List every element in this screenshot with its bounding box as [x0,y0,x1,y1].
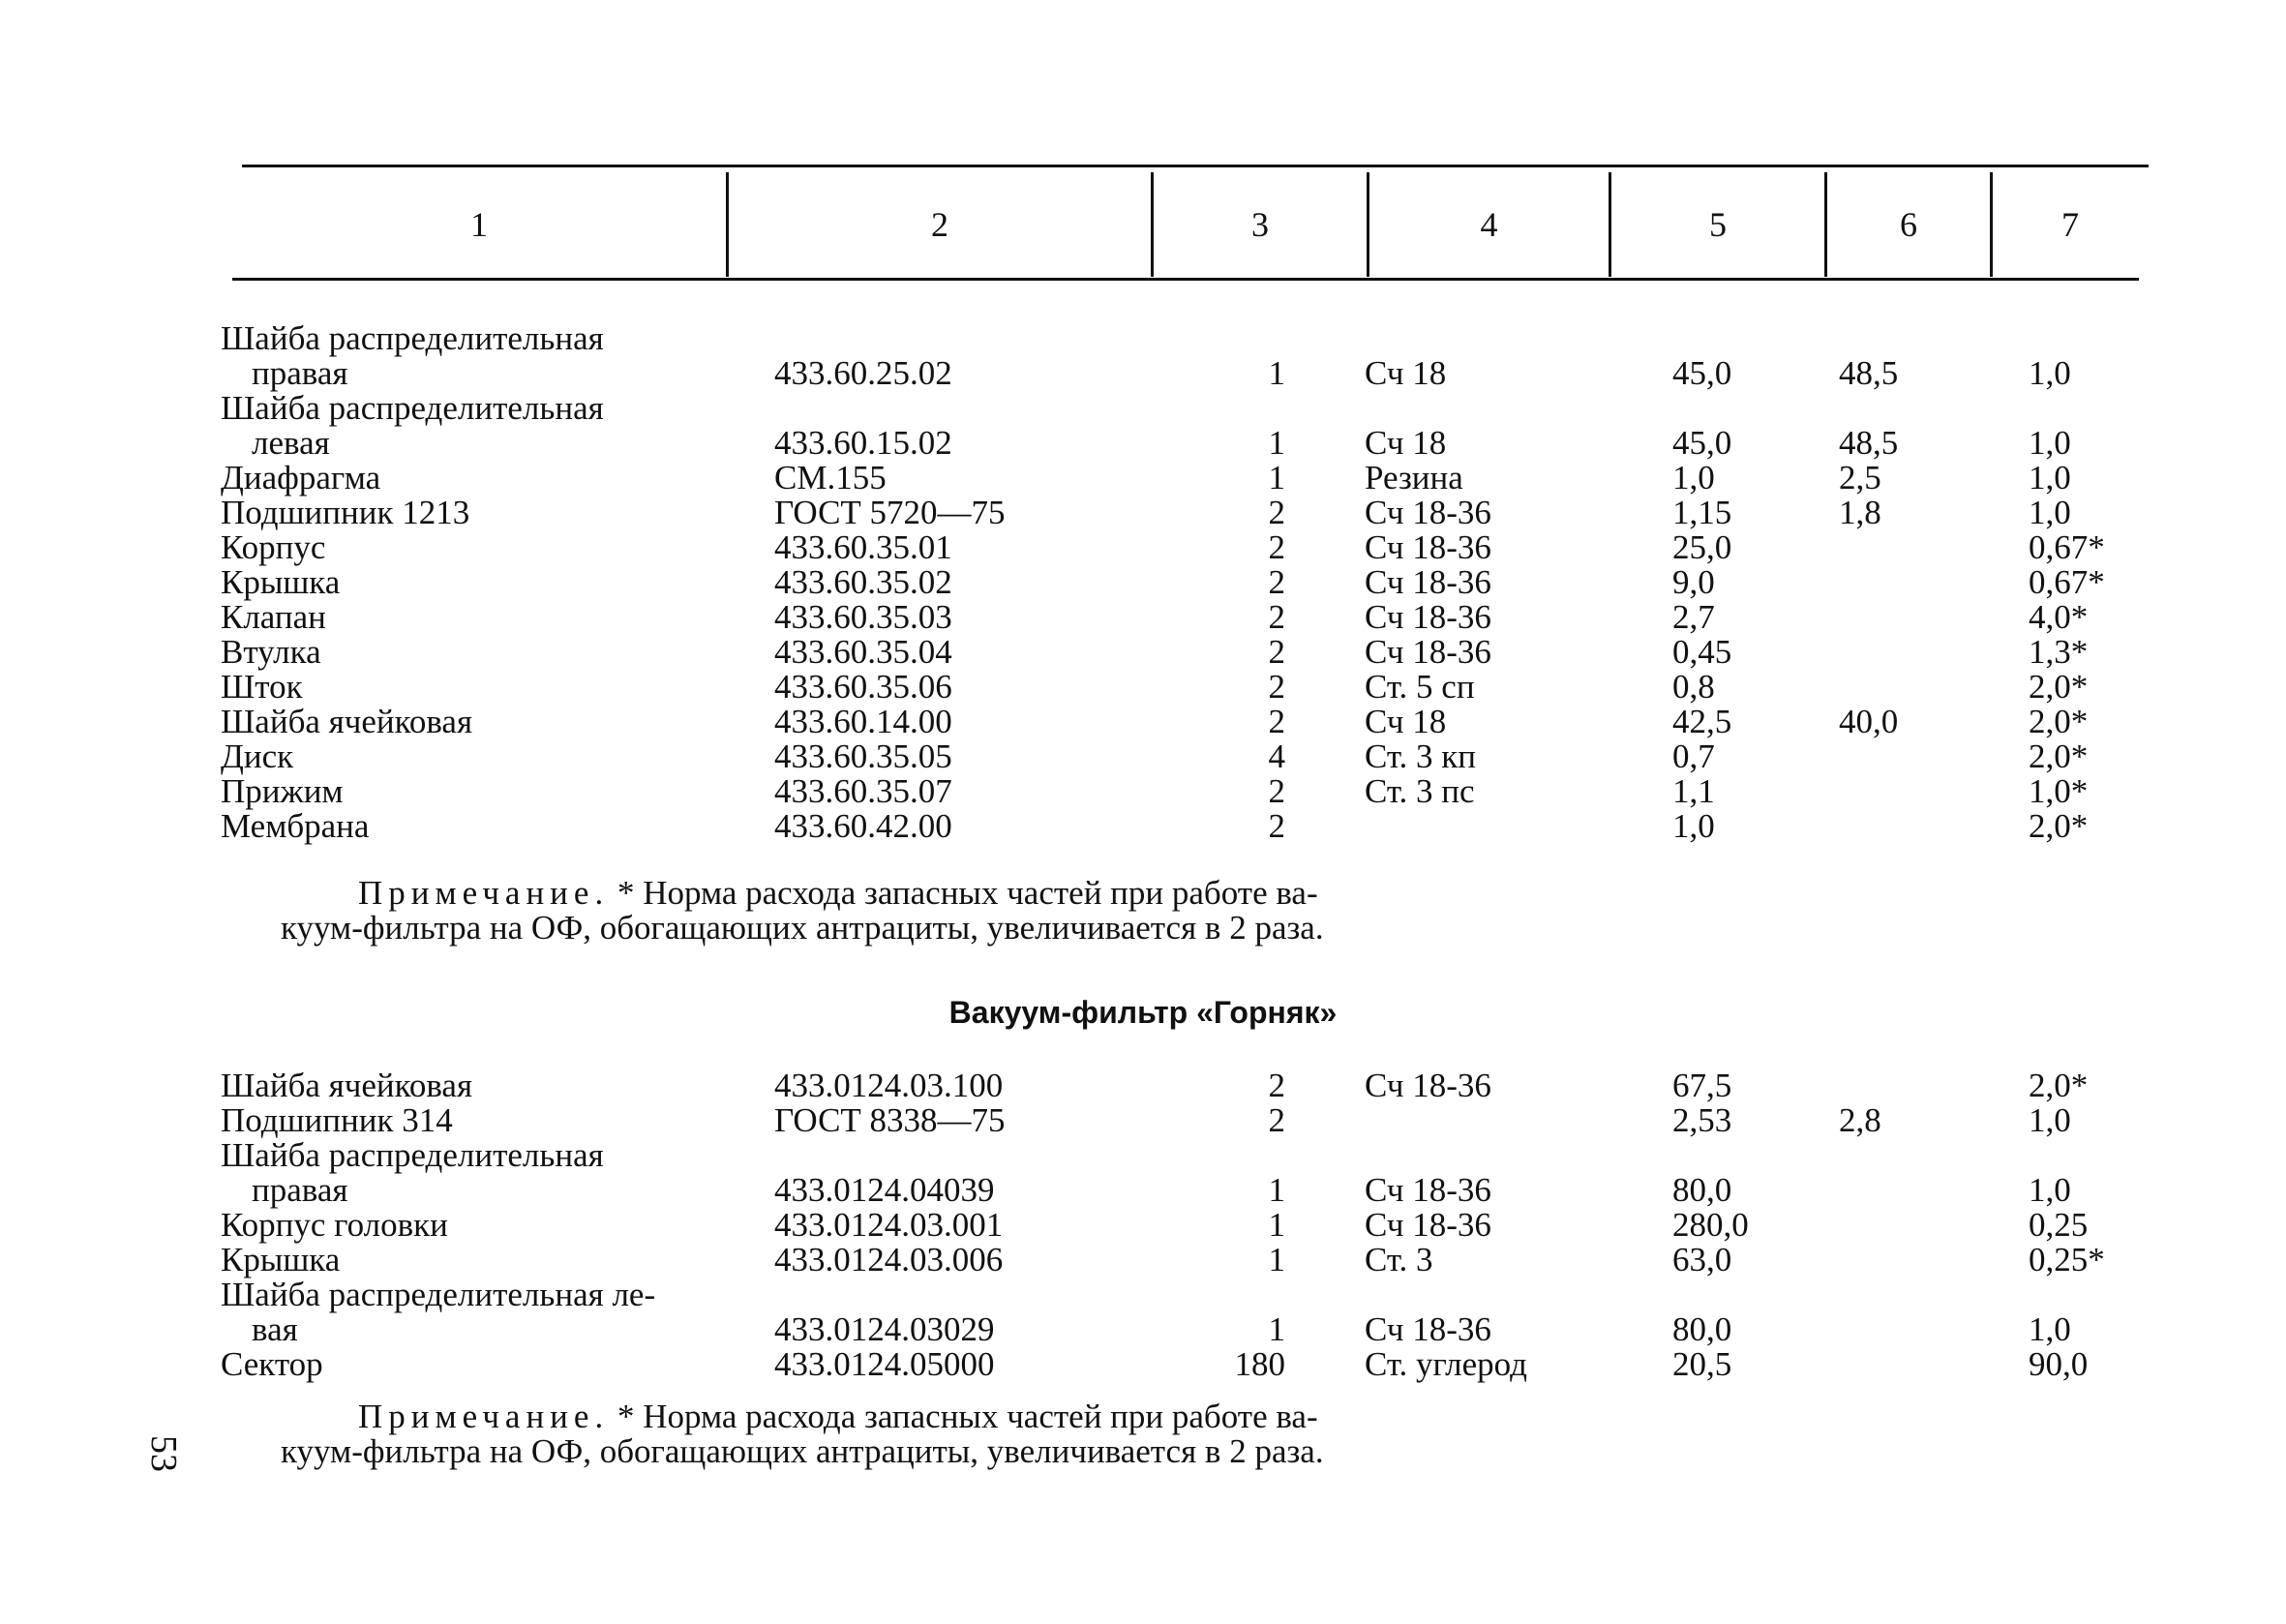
col7-value: 1,0 [2029,1101,2071,1139]
quantity: 2 [1268,1101,1285,1139]
material: Сч 18-36 [1365,1067,1491,1104]
table-row [0,1173,2286,1208]
note-line-2: куум-фильтра на ОФ, обогащающих антрациты, увеличивается в 2 раза. [281,1432,1324,1470]
designation: 433.60.14.00 [774,703,952,740]
part-name: Крышка [221,563,341,601]
note-text: * Норма расхода запасных частей при работе ва- [609,1398,1318,1435]
material: Сч 18-36 [1365,494,1491,531]
material: Сч 18-36 [1365,1171,1491,1209]
part-name: Подшипник 314 [221,1101,453,1139]
part-name: Шток [221,668,303,706]
table-row [0,426,2286,461]
part-name: Подшипник 1213 [221,494,470,531]
designation: 433.60.15.02 [774,424,952,462]
table-row-wrap [0,391,2286,426]
col7-value: 1,0 [2029,1310,2071,1348]
header-col-4: 4 [1480,205,1498,244]
part-name-cont: правая [252,354,348,392]
quantity: 2 [1268,807,1285,845]
table-row [0,530,2286,565]
col7-value: 2,0* [2029,668,2089,706]
col6-value: 48,5 [1839,424,1899,462]
col5-value: 9,0 [1672,563,1715,601]
note-lead: Примечание. [358,874,610,912]
designation: 433.60.25.02 [774,354,952,392]
quantity: 2 [1268,528,1285,566]
col5-value: 45,0 [1672,424,1732,462]
note-text: * Норма расхода запасных частей при работе ва- [609,874,1318,912]
col5-value: 1,15 [1672,494,1732,531]
material: Ст. углерод [1365,1345,1527,1383]
table-row [0,1243,2286,1278]
designation: 433.0124.03.001 [774,1206,1004,1244]
material: Сч 18-36 [1365,633,1491,671]
quantity: 2 [1268,598,1285,636]
part-name-cont: левая [252,424,330,462]
material: Ст. 5 сп [1365,668,1475,706]
part-name: Крышка [221,1241,341,1278]
col5-value: 67,5 [1672,1067,1732,1104]
col7-value: 0,25* [2029,1241,2105,1278]
table-row-wrap [0,1278,2286,1312]
note-line-2: куум-фильтра на ОФ, обогащающих антрациты, увеличивается в 2 раза. [281,909,1324,947]
col7-value: 4,0* [2029,598,2089,636]
col7-value: 2,0* [2029,1067,2089,1104]
part-name: Шайба распределительная [221,389,604,427]
header-col-2: 2 [931,205,948,244]
designation: ГОСТ 5720—75 [774,494,1006,531]
quantity: 2 [1268,772,1285,810]
note-line [358,876,1318,911]
part-name: Шайба ячейковая [221,1067,473,1104]
col7-value: 1,0 [2029,424,2071,462]
col7-value: 1,0 [2029,494,2071,531]
designation: 433.60.35.06 [774,668,952,706]
col5-value: 0,7 [1672,737,1715,775]
col7-value: 0,67* [2029,563,2105,601]
quantity: 2 [1268,633,1285,671]
header-col-3: 3 [1251,205,1269,244]
col7-value: 2,0* [2029,703,2089,740]
part-name-cont: вая [252,1310,298,1348]
part-name: Мембрана [221,807,370,845]
table-top-rule [242,165,2149,167]
designation: ГОСТ 8338—75 [774,1101,1006,1139]
header-col-5: 5 [1709,205,1727,244]
quantity: 180 [1234,1345,1285,1383]
quantity: 4 [1268,737,1285,775]
table-row [0,635,2286,670]
quantity: 1 [1268,354,1285,392]
col6-value: 2,8 [1839,1101,1881,1139]
part-name: Клапан [221,598,326,636]
material: Сч 18-36 [1365,1310,1491,1348]
col5-value: 20,5 [1672,1345,1732,1383]
part-name-cont: правая [252,1171,348,1209]
quantity: 1 [1268,459,1285,496]
material: Сч 18-36 [1365,598,1491,636]
designation: 433.0124.03029 [774,1310,995,1348]
col7-value: 2,0* [2029,807,2089,845]
col7-value: 1,0 [2029,354,2071,392]
table-row [0,565,2286,600]
part-name: Шайба ячейковая [221,703,473,740]
table-row [0,1103,2286,1138]
col7-value: 0,25 [2029,1206,2089,1244]
col7-value: 90,0 [2029,1345,2089,1383]
col5-value: 1,1 [1672,772,1715,810]
col5-value: 0,45 [1672,633,1732,671]
table-row [0,670,2286,705]
col6-value: 1,8 [1839,494,1881,531]
material: Сч 18 [1365,424,1447,462]
table-row [0,1312,2286,1347]
col5-value: 25,0 [1672,528,1732,566]
part-name: Диафрагма [221,459,381,496]
table-row-wrap [0,1138,2286,1173]
page-number: 53 [143,1435,184,1472]
material: Сч 18-36 [1365,1206,1491,1244]
part-name: Корпус [221,528,326,566]
designation: 433.0124.03.100 [774,1067,1004,1104]
quantity: 2 [1268,1067,1285,1104]
material: Сч 18-36 [1365,528,1491,566]
col5-value: 63,0 [1672,1241,1732,1278]
designation: 433.60.35.03 [774,598,952,636]
material: Сч 18 [1365,703,1447,740]
quantity: 2 [1268,563,1285,601]
quantity: 2 [1268,494,1285,531]
col5-value: 1,0 [1672,807,1715,845]
part-name: Сектор [221,1345,323,1383]
part-name: Диск [221,737,294,775]
material: Резина [1365,459,1463,496]
header-col-6: 6 [1900,205,1917,244]
table-row [0,809,2286,844]
designation: 433.60.35.05 [774,737,952,775]
col5-value: 42,5 [1672,703,1732,740]
designation: СМ.155 [774,459,887,496]
quantity: 2 [1268,668,1285,706]
quantity: 1 [1268,1206,1285,1244]
col6-value: 48,5 [1839,354,1899,392]
material: Ст. 3 пс [1365,772,1475,810]
col7-value: 2,0* [2029,737,2089,775]
table-header-bottom-rule [232,278,2139,281]
table-row [0,461,2286,496]
col7-value: 1,0 [2029,1171,2071,1209]
header-col-1: 1 [470,205,488,244]
material: Сч 18 [1365,354,1447,392]
designation: 433.60.35.01 [774,528,952,566]
table-header [232,172,2139,277]
note-line [358,1399,1318,1434]
col7-value: 1,0* [2029,772,2089,810]
table-row [0,705,2286,739]
table-row [0,1068,2286,1103]
designation: 433.60.42.00 [774,807,952,845]
col5-value: 2,53 [1672,1101,1732,1139]
col5-value: 0,8 [1672,668,1715,706]
table-row [0,496,2286,530]
col6-value: 2,5 [1839,459,1881,496]
designation: 433.60.35.04 [774,633,952,671]
quantity: 1 [1268,1241,1285,1278]
material: Ст. 3 [1365,1241,1433,1278]
designation: 433.60.35.07 [774,772,952,810]
part-name: Шайба распределительная [221,1136,604,1174]
header-col-7: 7 [2061,205,2079,244]
table-row [0,739,2286,774]
col6-value: 40,0 [1839,703,1899,740]
part-name: Прижим [221,772,344,810]
table-row [0,1347,2286,1382]
part-name: Втулка [221,633,321,671]
quantity: 1 [1268,1310,1285,1348]
quantity: 1 [1268,424,1285,462]
col5-value: 80,0 [1672,1171,1732,1209]
col7-value: 1,0 [2029,459,2071,496]
col5-value: 45,0 [1672,354,1732,392]
col5-value: 2,7 [1672,598,1715,636]
part-name: Шайба распределительная [221,319,604,357]
designation: 433.0124.03.006 [774,1241,1004,1278]
part-name: Корпус головки [221,1206,448,1244]
note-lead: Примечание. [358,1398,610,1435]
table-row [0,1208,2286,1243]
col7-value: 0,67* [2029,528,2105,566]
col5-value: 80,0 [1672,1310,1732,1348]
designation: 433.0124.04039 [774,1171,995,1209]
col7-value: 1,3* [2029,633,2089,671]
table-row [0,356,2286,391]
table-row-wrap [0,321,2286,356]
quantity: 2 [1268,703,1285,740]
part-name: Шайба распределительная ле- [221,1276,656,1313]
col5-value: 1,0 [1672,459,1715,496]
table-row [0,600,2286,635]
section-title: Вакуум-фильтр «Горняк» [948,995,1338,1030]
material: Ст. 3 кп [1365,737,1477,775]
quantity: 1 [1268,1171,1285,1209]
designation: 433.60.35.02 [774,563,952,601]
designation: 433.0124.05000 [774,1345,995,1383]
table-row [0,774,2286,809]
col5-value: 280,0 [1672,1206,1749,1244]
material: Сч 18-36 [1365,563,1491,601]
